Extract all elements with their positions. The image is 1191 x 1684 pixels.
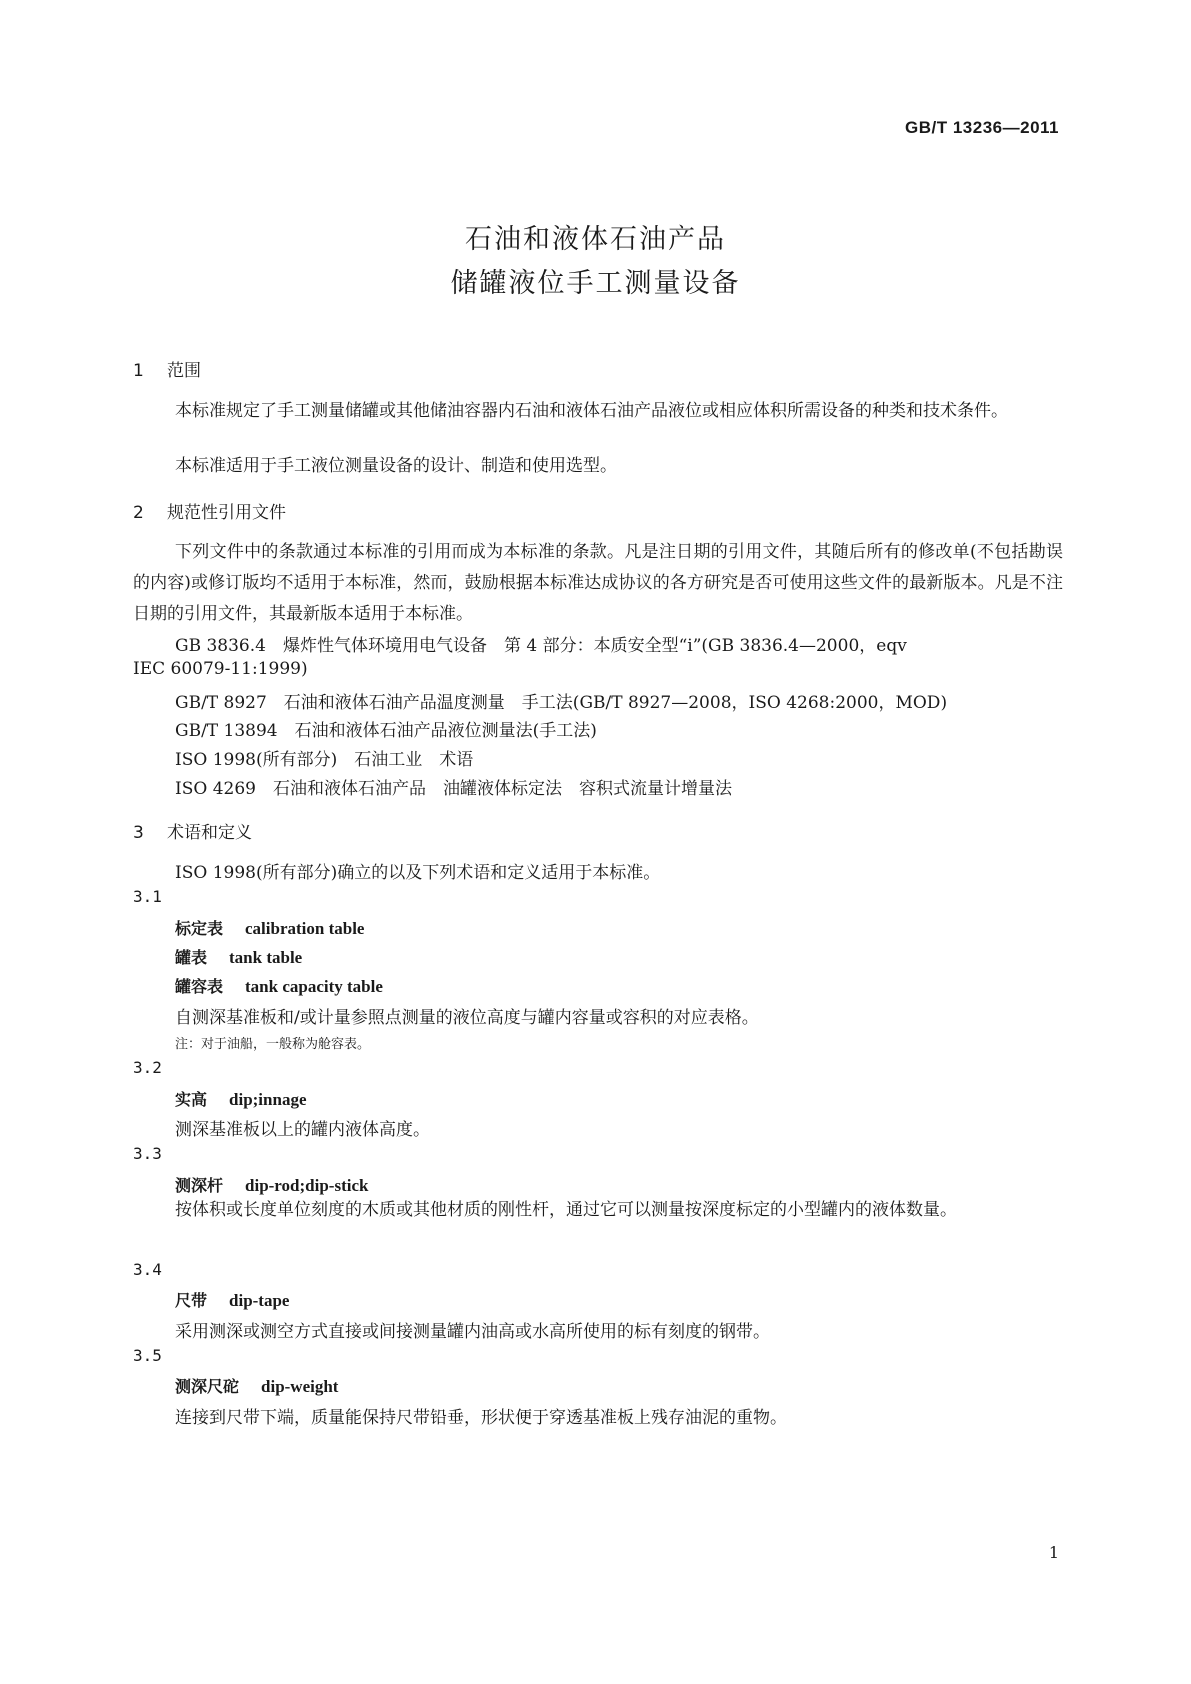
term-number: 3.2: [133, 1058, 162, 1077]
reference-iso4269: ISO 4269 石油和液体石油产品 油罐液体标定法 容积式流量计增量法: [175, 779, 732, 799]
section-1-paragraph-2: 本标准适用于手工液位测量设备的设计、制造和使用选型。: [175, 456, 617, 476]
term-chinese: 罐容表: [175, 977, 224, 996]
standard-code: GB/T 13236—2011: [905, 118, 1059, 137]
section-number: 3: [133, 823, 144, 843]
term-entry: [175, 974, 383, 997]
term-number: 3.4: [133, 1260, 162, 1279]
term-chinese: 测深杆: [175, 1176, 224, 1195]
term-number: 3.1: [133, 887, 162, 906]
section-2-paragraph-1: 下列文件中的条款通过本标准的引用而成为本标准的条款。凡是注日期的引用文件，其随后所有的修改单(不包括勘误的内容)或修订版均不适用于本标准，然而，鼓励根据本标准达成协议的各方研究是否可使用这些文件的最新版本。凡是不注日期的引用文件，其最新版本适用于本标准。: [133, 542, 1063, 624]
section-number: 1: [133, 361, 144, 381]
term-definition: 按体积或长度单位刻度的木质或其他材质的刚性杆，通过它可以测量按深度标定的小型罐内的液体数量。: [175, 1200, 957, 1220]
term-entry: [175, 1087, 307, 1110]
term-english: dip-rod;dip-stick: [245, 1176, 369, 1195]
title-line-1: 石油和液体石油产品: [465, 224, 726, 255]
term-english: tank capacity table: [245, 977, 383, 996]
term-entry: [175, 945, 302, 968]
section-title: 术语和定义: [167, 823, 252, 843]
term-entry: [175, 1374, 338, 1397]
title-line-2: 储罐液位手工测量设备: [450, 268, 741, 299]
term-english: dip-tape: [229, 1291, 290, 1310]
term-chinese: 测深尺砣: [175, 1377, 240, 1396]
term-number: 3.5: [133, 1346, 162, 1365]
section-1-paragraph-1: 本标准规定了手工测量储罐或其他储油容器内石油和液体石油产品液位或相应体积所需设备的种类和技术条件。: [175, 401, 1008, 421]
term-english: tank table: [229, 948, 303, 967]
term-english: calibration table: [245, 919, 365, 938]
term-entry: [175, 1173, 368, 1196]
term-definition: 采用测深或测空方式直接或间接测量罐内油高或水高所使用的标有刻度的钢带。: [175, 1322, 770, 1342]
reference-gb3836-continued: IEC 60079-11:1999): [133, 659, 308, 679]
term-chinese: 实高: [175, 1090, 208, 1109]
reference-iso1998: ISO 1998(所有部分) 石油工业 术语: [175, 750, 474, 770]
section-3-heading: [133, 818, 252, 843]
section-3-intro: ISO 1998(所有部分)确立的以及下列术语和定义适用于本标准。: [175, 863, 661, 883]
term-note: 注：对于油船，一般称为舱容表。: [175, 1037, 371, 1052]
term-definition: 自测深基准板和/或计量参照点测量的液位高度与罐内容量或容积的对应表格。: [175, 1008, 759, 1028]
term-chinese: 罐表: [175, 948, 208, 967]
reference-gbt8927: GB/T 8927 石油和液体石油产品温度测量 手工法(GB/T 8927—2008，ISO 4268:2000，MOD): [175, 693, 948, 713]
term-definition: 测深基准板以上的罐内液体高度。: [175, 1120, 430, 1140]
term-chinese: 尺带: [175, 1291, 208, 1310]
section-title: 范围: [167, 361, 201, 381]
term-entry: [175, 916, 364, 939]
page-number: 1: [1048, 1543, 1059, 1562]
term-number: 3.3: [133, 1144, 162, 1163]
document-title: [0, 218, 1191, 306]
term-entry: [175, 1288, 289, 1311]
reference-gb3836: GB 3836.4 爆炸性气体环境用电气设备 第 4 部分：本质安全型“i”(GB 3836.4—2000，eqv: [175, 636, 907, 656]
section-title: 规范性引用文件: [167, 503, 286, 523]
term-english: dip;innage: [229, 1090, 307, 1109]
section-2-heading: [133, 498, 286, 523]
reference-gbt13894: GB/T 13894 石油和液体石油产品液位测量法(手工法): [175, 721, 597, 741]
term-definition: 连接到尺带下端，质量能保持尺带铅垂，形状便于穿透基准板上残存油泥的重物。: [175, 1408, 787, 1428]
section-1-heading: [133, 356, 201, 381]
section-number: 2: [133, 503, 144, 523]
term-english: dip-weight: [261, 1377, 339, 1396]
term-chinese: 标定表: [175, 919, 224, 938]
